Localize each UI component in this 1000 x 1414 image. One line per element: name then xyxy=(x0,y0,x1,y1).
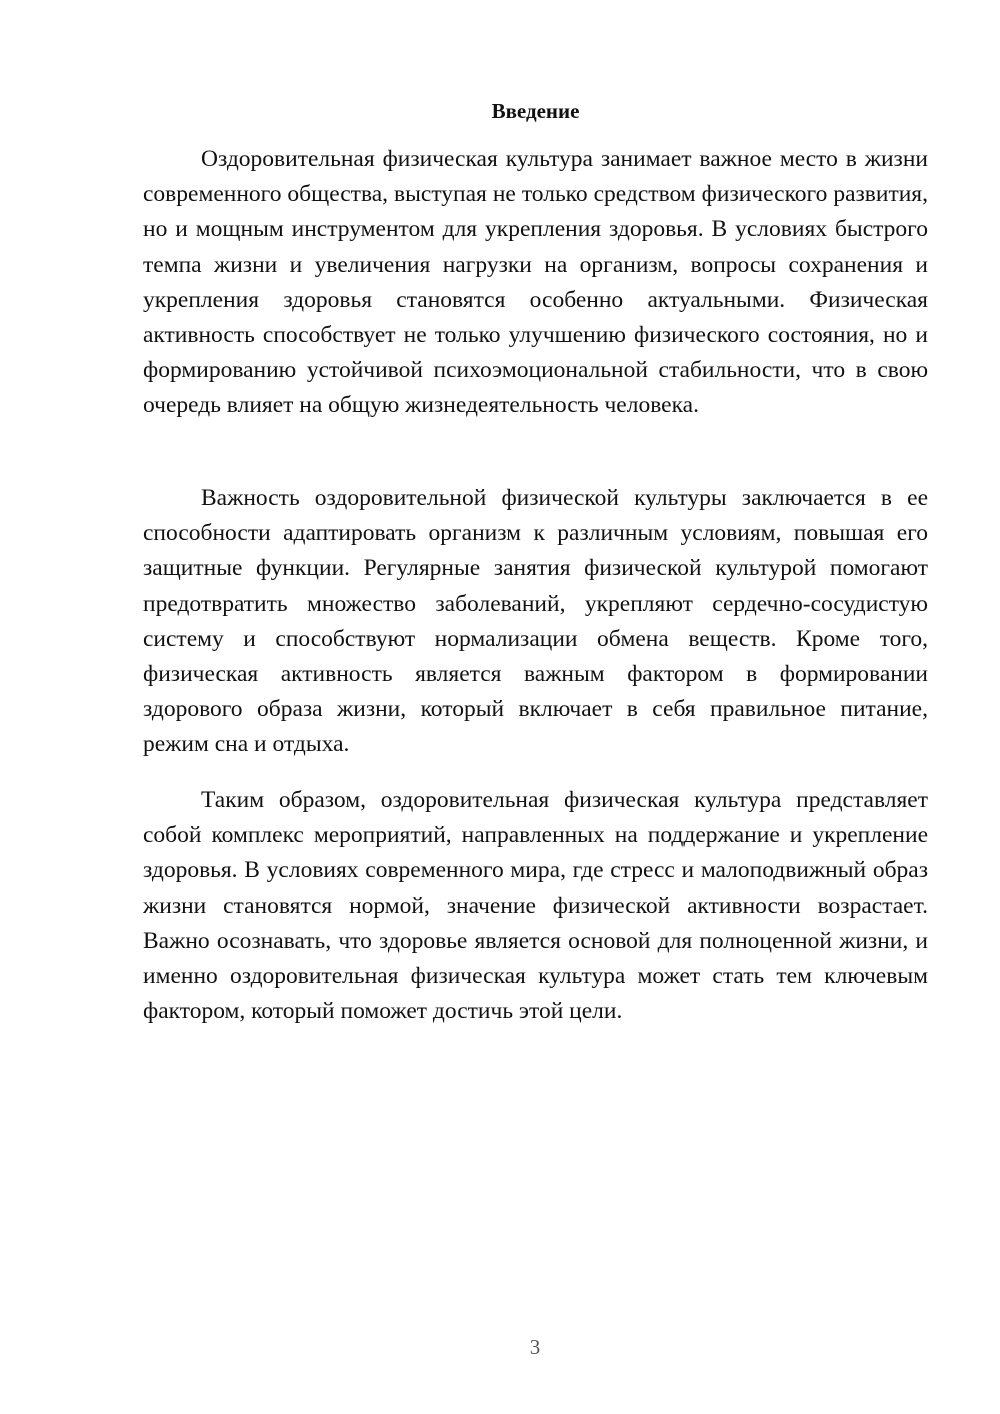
paragraph-conclusion: Таким образом, оздоровительная физическая культура представляет собой комплекс мероприятий, направленных на поддержание и укрепление здоровья. В условиях современного мира, где стресс и малоподвижный образ жизни становятся нормой, значение физической активности возрастает. Важно осознавать, что здоровье является основой для полноценной жизни, и именно оздоровительная физическая культура может стать тем ключевым фактором, который поможет достичь этой цели. xyxy=(143,787,928,1025)
paragraph-importance: Важность оздоровительной физической культуры заключается в ее способности адаптировать организм к различным условиям, повышая его защитные функции. Регулярные занятия физической культурой помогают предотвратить множество заболеваний, укрепляют сердечно-сосудистую систему и способствуют нормализации обмена веществ. Кроме того, физическая активность является важным фактором в формировании здорового образа жизни, который включает в себя правильное питание, режим сна и отдыха. xyxy=(143,485,928,758)
section-title: Введение xyxy=(491,99,580,123)
page-number: 3 xyxy=(529,1335,541,1359)
paragraph-intro: Оздоровительная физическая культура занимает важное место в жизни современного общества, выступая не только средством физического развития, но и мощным инструментом для укрепления здоровья. В условиях быстрого темпа жизни и увеличения нагрузки на организм, вопросы сохранения и укрепления здоровья становятся особенно актуальными. Физическая активность способствует не только улучшению физического состояния, но и формированию устойчивой психоэмоциональной стабильности, что в свою очередь влияет на общую жизнедеятельность человека. xyxy=(143,146,928,419)
